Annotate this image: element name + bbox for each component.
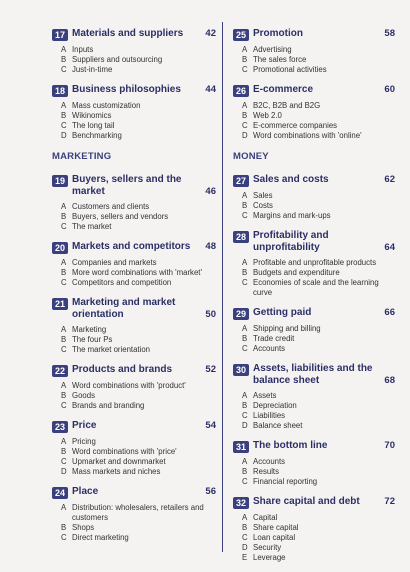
unit-entry xyxy=(233,307,395,354)
unit-entry xyxy=(233,28,395,75)
subtopic-text: Sales xyxy=(253,191,273,200)
left-units-bottom xyxy=(52,174,216,543)
unit-entry xyxy=(52,174,216,232)
unit-page-number: 56 xyxy=(205,486,216,497)
subtopic-item xyxy=(52,391,216,401)
unit-title: Materials and suppliers xyxy=(72,28,184,39)
unit-page-number: 72 xyxy=(384,496,395,507)
subtopic-letter: B xyxy=(242,111,248,120)
subtopic-text: Distribution: wholesalers, retailers and customers xyxy=(72,503,204,522)
unit-page-number: 64 xyxy=(384,242,395,253)
subtopic-item xyxy=(52,131,216,141)
unit-title: E-commerce xyxy=(253,84,314,95)
subtopic-list xyxy=(233,45,395,75)
unit-page-number: 48 xyxy=(205,241,216,252)
subtopic-list xyxy=(52,381,216,411)
subtopic-letter: B xyxy=(242,55,248,64)
subtopic-letter: A xyxy=(242,513,248,522)
subtopic-letter: D xyxy=(61,131,67,140)
subtopic-item xyxy=(233,467,395,477)
unit-title: Sales and costs xyxy=(253,174,329,185)
subtopic-text: The sales force xyxy=(253,55,307,64)
subtopic-item xyxy=(52,467,216,477)
unit-number-badge: 17 xyxy=(52,29,68,41)
subtopic-item xyxy=(233,191,395,201)
unit-page-number: 50 xyxy=(205,309,216,320)
unit-number-badge: 28 xyxy=(233,231,249,243)
unit-page-number: 52 xyxy=(205,364,216,375)
subtopic-text: Assets xyxy=(253,391,277,400)
subtopic-item xyxy=(52,258,216,268)
subtopic-item xyxy=(52,101,216,111)
unit-title: Marketing and market orientation xyxy=(72,297,176,320)
subtopic-letter: C xyxy=(242,533,248,542)
subtopic-item xyxy=(52,345,216,355)
subtopic-letter: E xyxy=(242,553,248,562)
unit-title: Profitability and unprofitability xyxy=(253,230,329,253)
subtopic-letter: D xyxy=(242,131,248,140)
subtopic-item xyxy=(233,131,395,141)
subtopic-text: Upmarket and downmarket xyxy=(72,457,166,466)
subtopic-text: Word combinations with 'online' xyxy=(253,131,362,140)
subtopic-letter: A xyxy=(61,45,67,54)
unit-number-badge: 30 xyxy=(233,364,249,376)
subtopic-letter: B xyxy=(242,401,248,410)
subtopic-letter: A xyxy=(61,381,67,390)
subtopic-text: More word combinations with 'market' xyxy=(72,268,202,277)
unit-header xyxy=(52,241,216,254)
unit-title: Price xyxy=(72,420,97,431)
subtopic-letter: C xyxy=(61,65,67,74)
unit-header xyxy=(233,363,395,387)
subtopic-letter: B xyxy=(61,55,67,64)
subtopic-item xyxy=(233,324,395,334)
unit-number-badge: 25 xyxy=(233,29,249,41)
unit-page-number: 58 xyxy=(384,28,395,39)
subtopic-list xyxy=(233,457,395,487)
subtopic-item xyxy=(233,201,395,211)
unit-number-badge: 31 xyxy=(233,441,249,453)
subtopic-letter: C xyxy=(242,344,248,353)
subtopic-text: Security xyxy=(253,543,282,552)
subtopic-letter: B xyxy=(61,391,67,400)
subtopic-text: Economies of scale and the learning curve xyxy=(253,278,379,297)
unit-title: Assets, liabilities and the balance sheet xyxy=(253,363,373,386)
unit-number-badge: 27 xyxy=(233,175,249,187)
subtopic-letter: A xyxy=(61,503,67,512)
unit-number-badge: 23 xyxy=(52,421,68,433)
subtopic-text: Liabilities xyxy=(253,411,286,420)
subtopic-letter: B xyxy=(61,335,67,344)
subtopic-item xyxy=(233,268,395,278)
subtopic-item xyxy=(233,121,395,131)
subtopic-letter: C xyxy=(61,222,67,231)
unit-header xyxy=(233,440,395,453)
subtopic-text: Competitors and competition xyxy=(72,278,172,287)
unit-page-number: 62 xyxy=(384,174,395,185)
unit-title: Products and brands xyxy=(72,364,173,375)
subtopic-item xyxy=(52,457,216,467)
subtopic-letter: B xyxy=(242,523,248,532)
subtopic-text: Mass markets and niches xyxy=(72,467,161,476)
unit-number-badge: 21 xyxy=(52,298,68,310)
unit-header xyxy=(52,174,216,198)
subtopic-letter: A xyxy=(61,101,67,110)
subtopic-item xyxy=(52,268,216,278)
subtopic-letter: D xyxy=(61,467,67,476)
subtopic-list xyxy=(52,101,216,141)
right-column xyxy=(233,28,395,572)
subtopic-text: Direct marketing xyxy=(72,533,129,542)
unit-number-badge: 32 xyxy=(233,497,249,509)
unit-entry xyxy=(52,364,216,411)
subtopic-text: Buyers, sellers and vendors xyxy=(72,212,169,221)
subtopic-item xyxy=(233,334,395,344)
subtopic-letter: B xyxy=(242,467,248,476)
subtopic-item xyxy=(233,533,395,543)
subtopic-text: Accounts xyxy=(253,457,286,466)
subtopic-text: Advertising xyxy=(253,45,292,54)
subtopic-letter: B xyxy=(242,334,248,343)
subtopic-letter: C xyxy=(61,401,67,410)
subtopic-item xyxy=(52,437,216,447)
subtopic-item xyxy=(233,65,395,75)
unit-number-badge: 18 xyxy=(52,85,68,97)
subtopic-letter: C xyxy=(61,533,67,542)
right-units-bottom xyxy=(233,174,395,563)
subtopic-list xyxy=(233,191,395,221)
subtopic-letter: C xyxy=(242,278,248,287)
unit-header xyxy=(52,486,216,499)
subtopic-letter: A xyxy=(242,191,248,200)
subtopic-letter: A xyxy=(242,45,248,54)
unit-header xyxy=(52,364,216,377)
unit-header xyxy=(52,28,216,41)
subtopic-letter: D xyxy=(242,421,248,430)
subtopic-item xyxy=(52,325,216,335)
subtopic-text: The market orientation xyxy=(72,345,151,354)
unit-number-badge: 24 xyxy=(52,487,68,499)
unit-entry xyxy=(52,241,216,288)
subtopic-list xyxy=(233,258,395,298)
subtopic-text: B2C, B2B and B2G xyxy=(253,101,321,110)
subtopic-text: Benchmarking xyxy=(72,131,122,140)
subtopic-letter: C xyxy=(61,345,67,354)
subtopic-letter: C xyxy=(242,121,248,130)
unit-header xyxy=(233,496,395,509)
subtopic-item xyxy=(233,411,395,421)
subtopic-item xyxy=(233,55,395,65)
unit-number-badge: 26 xyxy=(233,85,249,97)
subtopic-letter: A xyxy=(61,258,67,267)
unit-title: Share capital and debt xyxy=(253,496,360,507)
unit-entry xyxy=(233,440,395,487)
subtopic-item xyxy=(52,335,216,345)
subtopic-text: Wikinomics xyxy=(72,111,112,120)
subtopic-text: Capital xyxy=(253,513,278,522)
subtopic-letter: A xyxy=(61,202,67,211)
subtopic-text: Balance sheet xyxy=(253,421,303,430)
unit-title: Business philosophies xyxy=(72,84,181,95)
subtopic-item xyxy=(52,121,216,131)
subtopic-text: The market xyxy=(72,222,112,231)
subtopic-text: Results xyxy=(253,467,279,476)
subtopic-text: Promotional activities xyxy=(253,65,327,74)
subtopic-list xyxy=(52,503,216,543)
unit-header xyxy=(233,28,395,41)
subtopic-text: Goods xyxy=(72,391,95,400)
unit-page-number: 42 xyxy=(205,28,216,39)
unit-header xyxy=(52,297,216,321)
unit-page-number: 60 xyxy=(384,84,395,95)
subtopic-letter: C xyxy=(61,457,67,466)
subtopic-list xyxy=(52,437,216,477)
subtopic-letter: A xyxy=(242,457,248,466)
subtopic-item xyxy=(52,278,216,288)
subtopic-list xyxy=(52,325,216,355)
subtopic-text: Companies and markets xyxy=(72,258,157,267)
unit-entry xyxy=(52,486,216,543)
subtopic-text: Profitable and unprofitable products xyxy=(253,258,377,267)
unit-header xyxy=(52,84,216,97)
subtopic-item xyxy=(233,101,395,111)
subtopic-letter: C xyxy=(242,411,248,420)
subtopic-letter: A xyxy=(242,324,248,333)
subtopic-letter: A xyxy=(61,437,67,446)
subtopic-list xyxy=(233,324,395,354)
subtopic-text: Word combinations with 'product' xyxy=(72,381,186,390)
subtopic-text: Loan capital xyxy=(253,533,296,542)
subtopic-text: Costs xyxy=(253,201,273,210)
unit-header xyxy=(233,230,395,254)
unit-header xyxy=(52,420,216,433)
subtopic-text: Web 2.0 xyxy=(253,111,282,120)
subtopic-item xyxy=(233,391,395,401)
subtopic-text: Financial reporting xyxy=(253,477,318,486)
subtopic-text: The long tail xyxy=(72,121,115,130)
subtopic-item xyxy=(52,447,216,457)
subtopic-letter: B xyxy=(242,268,248,277)
subtopic-item xyxy=(52,503,216,523)
subtopic-list xyxy=(233,513,395,563)
unit-entry xyxy=(233,496,395,563)
unit-title: Getting paid xyxy=(253,307,312,318)
unit-entry xyxy=(52,420,216,477)
subtopic-item xyxy=(233,421,395,431)
unit-number-badge: 29 xyxy=(233,308,249,320)
unit-entry xyxy=(233,174,395,221)
subtopic-item xyxy=(52,533,216,543)
subtopic-item xyxy=(233,477,395,487)
subtopic-text: Word combinations with 'price' xyxy=(72,447,177,456)
subtopic-item xyxy=(52,381,216,391)
subtopic-letter: C xyxy=(61,121,67,130)
unit-header xyxy=(233,307,395,320)
unit-entry xyxy=(233,84,395,141)
left-units-top xyxy=(52,28,216,141)
subtopic-letter: B xyxy=(61,447,67,456)
subtopic-item xyxy=(52,401,216,411)
subtopic-text: Suppliers and outsourcing xyxy=(72,55,163,64)
unit-entry xyxy=(52,297,216,355)
right-units-top xyxy=(233,28,395,141)
subtopic-text: Inputs xyxy=(72,45,94,54)
unit-entry xyxy=(233,363,395,431)
subtopic-item xyxy=(233,211,395,221)
subtopic-letter: B xyxy=(242,201,248,210)
subtopic-text: Marketing xyxy=(72,325,107,334)
subtopic-letter: A xyxy=(242,258,248,267)
subtopic-text: Depreciation xyxy=(253,401,297,410)
unit-title: Promotion xyxy=(253,28,303,39)
subtopic-text: The four Ps xyxy=(72,335,113,344)
subtopic-item xyxy=(233,543,395,553)
subtopic-item xyxy=(233,45,395,55)
unit-number-badge: 19 xyxy=(52,175,68,187)
subtopic-letter: B xyxy=(61,268,67,277)
subtopic-item xyxy=(233,111,395,121)
subtopic-item xyxy=(52,523,216,533)
subtopic-item xyxy=(233,401,395,411)
subtopic-letter: C xyxy=(242,477,248,486)
unit-page-number: 70 xyxy=(384,440,395,451)
subtopic-item xyxy=(233,523,395,533)
subtopic-text: Customers and clients xyxy=(72,202,150,211)
unit-header xyxy=(233,84,395,97)
subtopic-item xyxy=(233,344,395,354)
subtopic-list xyxy=(52,202,216,232)
subtopic-list xyxy=(233,391,395,431)
subtopic-text: Brands and branding xyxy=(72,401,145,410)
subtopic-letter: A xyxy=(242,391,248,400)
unit-header xyxy=(233,174,395,187)
unit-title: Place xyxy=(72,486,99,497)
subtopic-text: Accounts xyxy=(253,344,286,353)
subtopic-text: Margins and mark-ups xyxy=(253,211,331,220)
column-divider xyxy=(222,22,223,552)
section-heading-money: MONEY xyxy=(233,151,269,162)
unit-entry xyxy=(52,28,216,75)
subtopic-list xyxy=(52,258,216,288)
unit-entry xyxy=(52,84,216,141)
subtopic-letter: C xyxy=(242,211,248,220)
subtopic-item xyxy=(233,278,395,298)
unit-page-number: 46 xyxy=(205,186,216,197)
unit-title: Buyers, sellers and the market xyxy=(72,174,182,197)
unit-title: The bottom line xyxy=(253,440,328,451)
subtopic-item xyxy=(52,212,216,222)
subtopic-text: Share capital xyxy=(253,523,299,532)
subtopic-letter: B xyxy=(61,212,67,221)
subtopic-text: Shipping and billing xyxy=(253,324,321,333)
unit-page-number: 66 xyxy=(384,307,395,318)
subtopic-item xyxy=(233,513,395,523)
unit-number-badge: 22 xyxy=(52,365,68,377)
unit-page-number: 54 xyxy=(205,420,216,431)
subtopic-text: Mass customization xyxy=(72,101,141,110)
subtopic-item xyxy=(52,65,216,75)
unit-page-number: 44 xyxy=(205,84,216,95)
unit-title: Markets and competitors xyxy=(72,241,191,252)
subtopic-text: Budgets and expenditure xyxy=(253,268,340,277)
subtopic-item xyxy=(52,111,216,121)
subtopic-letter: B xyxy=(61,523,67,532)
subtopic-text: Leverage xyxy=(253,553,286,562)
subtopic-text: Just-in-time xyxy=(72,65,113,74)
subtopic-text: Trade credit xyxy=(253,334,295,343)
subtopic-letter: A xyxy=(61,325,67,334)
subtopic-letter: B xyxy=(61,111,67,120)
unit-entry xyxy=(233,230,395,298)
section-heading-marketing: MARKETING xyxy=(52,151,112,162)
subtopic-item xyxy=(233,258,395,268)
subtopic-list xyxy=(52,45,216,75)
subtopic-item xyxy=(52,222,216,232)
subtopic-item xyxy=(52,55,216,65)
subtopic-letter: D xyxy=(242,543,248,552)
subtopic-list xyxy=(233,101,395,141)
subtopic-text: Shops xyxy=(72,523,95,532)
subtopic-item xyxy=(233,553,395,563)
subtopic-letter: A xyxy=(242,101,248,110)
subtopic-item xyxy=(233,457,395,467)
subtopic-letter: C xyxy=(61,278,67,287)
unit-number-badge: 20 xyxy=(52,242,68,254)
subtopic-text: Pricing xyxy=(72,437,96,446)
left-column xyxy=(52,28,216,552)
subtopic-item xyxy=(52,202,216,212)
subtopic-text: E-commerce companies xyxy=(253,121,338,130)
subtopic-item xyxy=(52,45,216,55)
unit-page-number: 68 xyxy=(384,375,395,386)
subtopic-letter: C xyxy=(242,65,248,74)
